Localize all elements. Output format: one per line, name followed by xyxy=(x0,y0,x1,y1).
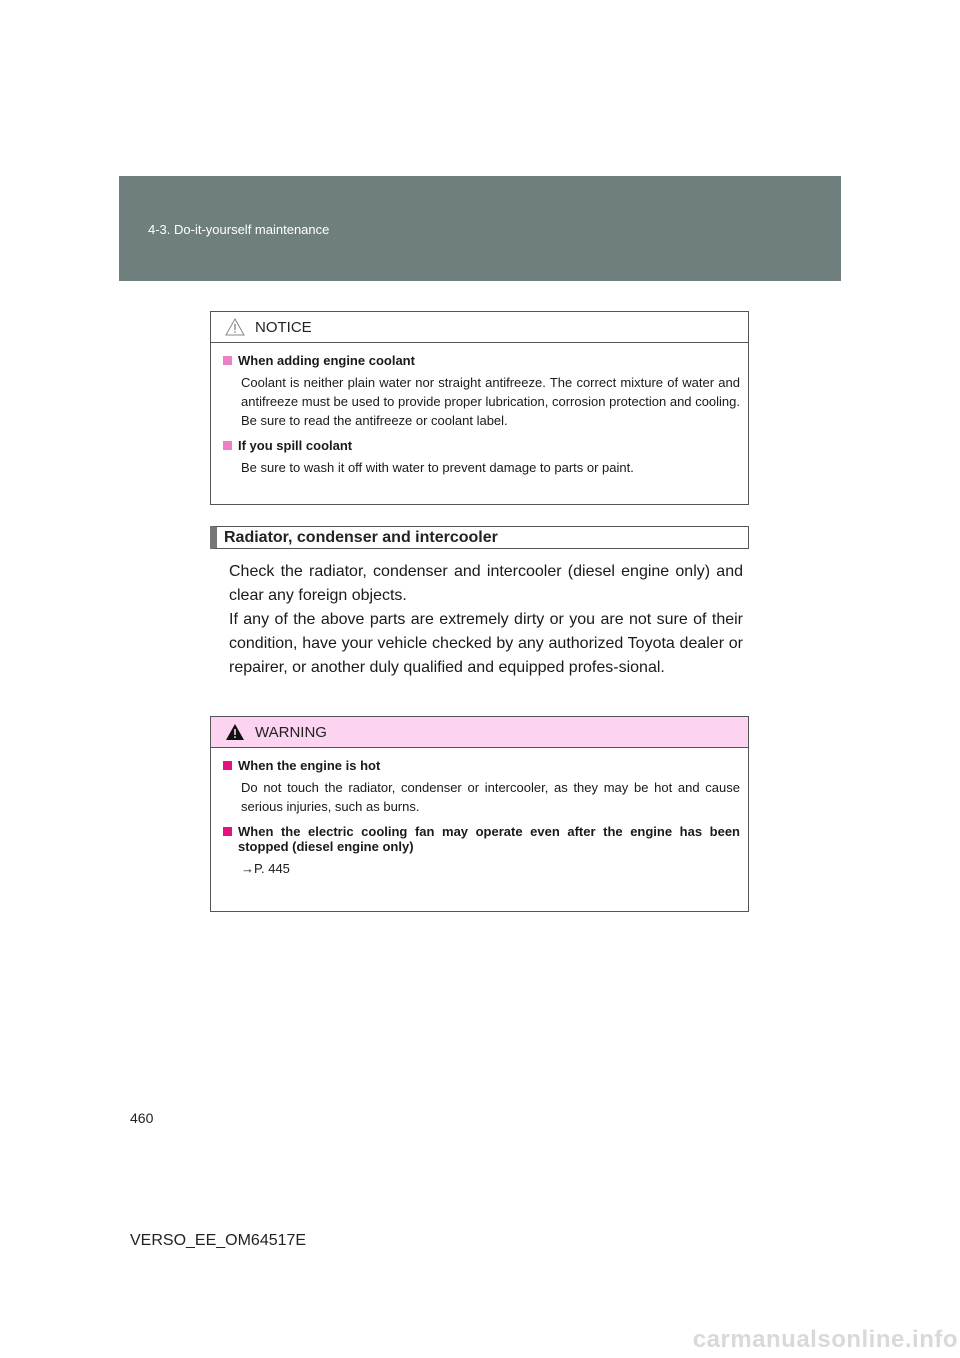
page-number: 460 xyxy=(130,1110,154,1126)
notice-item-text: Coolant is neither plain water nor straight antifreeze. The correct mixture of water and antifreeze must be used to provide proper lubrication, corrosion protection and cooling. Be sure to read the antifreeze or coolant label. xyxy=(241,375,740,428)
section-heading: Radiator, condenser and intercooler xyxy=(210,526,749,549)
warning-body xyxy=(211,748,748,896)
warning-item-text: Do not touch the radiator, condenser or intercooler, as they may be hot and cause serious injuries, such as burns. xyxy=(241,780,740,814)
square-bullet-icon xyxy=(223,761,232,770)
warning-triangle-icon xyxy=(225,723,245,741)
caution-triangle-icon xyxy=(225,318,245,336)
section-label: 4-3. Do-it-yourself maintenance xyxy=(148,222,330,237)
notice-body xyxy=(211,343,748,495)
notice-item-title: When adding engine coolant xyxy=(223,353,740,368)
warning-title: WARNING xyxy=(255,723,327,741)
section-body xyxy=(229,560,743,680)
notice-header xyxy=(211,312,748,343)
warning-item-title: When the engine is hot xyxy=(223,758,740,773)
page-reference-link[interactable]: →P. 445 xyxy=(241,861,290,876)
warning-box xyxy=(210,716,749,912)
notice-item-text: Be sure to wash it off with water to prevent damage to parts or paint. xyxy=(241,460,634,475)
notice-title: NOTICE xyxy=(255,318,312,336)
square-bullet-icon xyxy=(223,827,232,836)
watermark-logo: carmanualsonline.info xyxy=(692,1326,958,1353)
warning-header xyxy=(211,717,748,748)
notice-item-title: If you spill coolant xyxy=(223,438,740,453)
square-bullet-icon xyxy=(223,441,232,450)
notice-box xyxy=(210,311,749,505)
document-code: VERSO_EE_OM64517E xyxy=(130,1232,307,1249)
warning-item-title: When the electric cooling fan may operate even after the engine has been stopped (diesel engine only) xyxy=(223,824,740,854)
paragraph: If any of the above parts are extremely dirty or you are not sure of their condition, have your vehicle checked by any authorized Toyota dealer or repairer, or another duly qualified and equipped profes-sional. xyxy=(229,611,743,676)
square-bullet-icon xyxy=(223,356,232,365)
paragraph: Check the radiator, condenser and intercooler (diesel engine only) and clear any foreign objects. xyxy=(229,563,743,604)
header-band xyxy=(119,176,841,281)
